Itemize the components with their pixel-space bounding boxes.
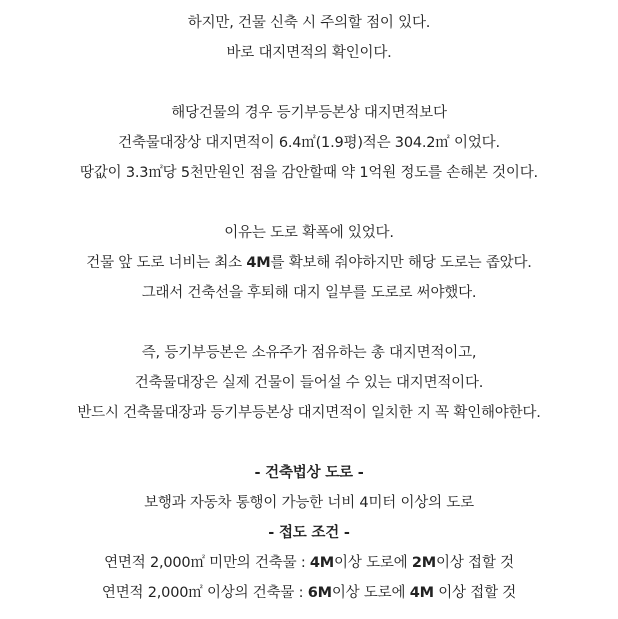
paragraph-spacer (0, 68, 618, 98)
bold-text: 2M (411, 555, 437, 571)
paragraph-1-line-1: 하지만, 건물 신축 시 주의할 점이 있다. (187, 15, 431, 31)
paragraph-2-line-1: 해당건물의 경우 등기부등본상 대지면적보다 (171, 105, 447, 121)
paragraph-4-line-2: 건축물대장은 실제 건물이 들어설 수 있는 대지면적이다. (134, 375, 484, 391)
paragraph-2-line-2: 건축물대장상 대지면적이 6.4㎡(1.9평)적은 304.2㎡ 이었다. (118, 135, 500, 151)
bold-text: 4M (409, 585, 434, 601)
access-rule-over-2000 (0, 578, 618, 608)
text-span: 이상 접할 것 (436, 555, 514, 571)
paragraph-4-line-1: 즉, 등기부등본은 소유주가 점유하는 총 대지면적이고, (141, 345, 477, 361)
text-span: 이상 도로에 (331, 585, 410, 601)
access-rule-under-2000 (0, 548, 618, 578)
paragraph-3-line-1: 이유는 도로 확폭에 있었다. (224, 225, 394, 241)
paragraph-4-line-3: 반드시 건축물대장과 등기부등본상 대지면적이 일치한 지 꼭 확인해야한다. (77, 405, 541, 421)
section-heading-access: - 접도 조건 - (268, 525, 350, 541)
text-span: 를 확보해 줘야하지만 해당 도로는 좁았다. (270, 255, 532, 271)
paragraph-2-line-3: 땅값이 3.3㎡당 5천만원인 점을 감안할때 약 1억원 정도를 손해본 것이다. (80, 165, 538, 181)
paragraph-3-line-2 (0, 248, 618, 278)
text-span: 이상 접할 것 (433, 585, 517, 601)
bold-text: 6M (307, 585, 332, 601)
paragraph-spacer (0, 188, 618, 218)
document-body (0, 8, 618, 608)
paragraph-spacer (0, 428, 618, 458)
text-span: 연면적 2,000㎡ 미만의 건축물 : (104, 555, 310, 571)
paragraph-spacer (0, 308, 618, 338)
paragraph-1-line-2: 바로 대지면적의 확인이다. (226, 45, 392, 61)
paragraph-3-line-3: 그래서 건축선을 후퇴해 대지 일부를 도로로 써야했다. (141, 285, 477, 301)
road-definition: 보행과 자동차 통행이 가능한 너비 4미터 이상의 도로 (144, 495, 474, 511)
bold-text: 4M (309, 555, 335, 571)
text-span: 연면적 2,000㎡ 이상의 건축물 : (101, 585, 308, 601)
bold-text: 4M (246, 255, 271, 271)
text-span: 건물 앞 도로 너비는 최소 (86, 255, 247, 271)
section-heading-road: - 건축법상 도로 - (254, 465, 364, 481)
text-span: 이상 도로에 (334, 555, 412, 571)
